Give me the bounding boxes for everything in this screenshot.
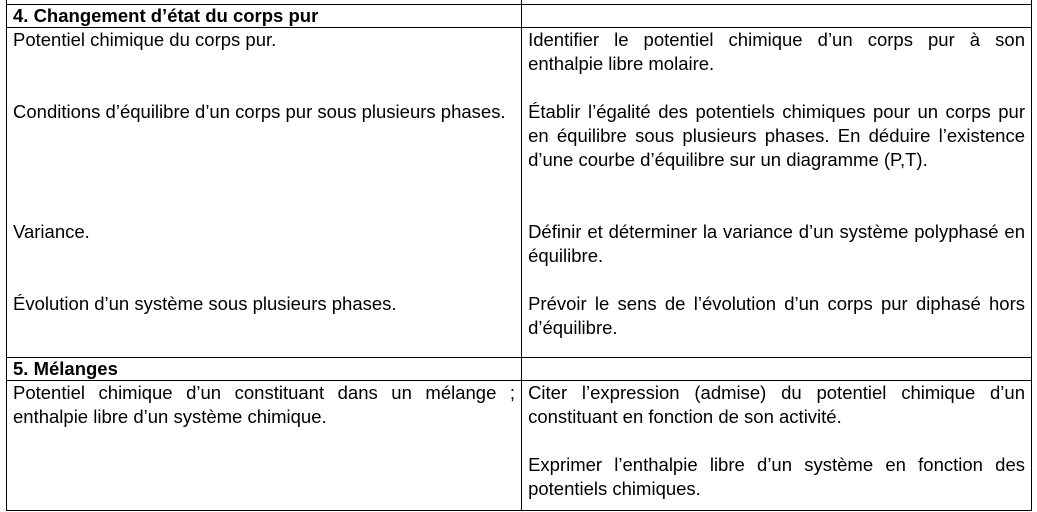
table-row (7, 381, 1032, 511)
section-header-empty-cell (522, 5, 1032, 28)
notions-cell (7, 381, 522, 511)
programme-table (6, 0, 1032, 511)
table-row (7, 28, 1032, 358)
notion-text: Potentiel chimique d’un constituant dans un mélange ; enthalpie libre d’un système chimique. (13, 382, 516, 427)
capacite-text: Établir l’égalité des potentiels chimiques pour un corps pur en équilibre sous plusieurs phases. En déduire l’existence d’une courbe d’équilibre sur un diagramme (P,T). (528, 101, 1025, 170)
capacite-text: Définir et déterminer la variance d’un système polyphasé en équilibre. (528, 221, 1025, 266)
capacite-text: Prévoir le sens de l’évolution d’un corps pur diphasé hors d’équilibre. (528, 293, 1025, 338)
section-title: 4. Changement d’état du corps pur (7, 5, 522, 28)
notion-text: Conditions d’équilibre d’un corps pur sous plusieurs phases. (13, 101, 506, 122)
notions-cell (7, 28, 522, 358)
section-header-row (7, 5, 1032, 28)
notion-text: Potentiel chimique du corps pur. (13, 29, 277, 50)
section-header-empty-cell (522, 358, 1032, 381)
capacite-text: Citer l’expression (admise) du potentiel chimique d’un constituant en fonction de son activité. (528, 382, 1025, 427)
capacites-cell (522, 28, 1032, 358)
section-title: 5. Mélanges (7, 358, 522, 381)
notion-text: Évolution d’un système sous plusieurs phases. (13, 293, 397, 314)
notion-text: Variance. (13, 221, 90, 242)
section-header-row (7, 358, 1032, 381)
capacites-cell (522, 381, 1032, 511)
capacite-text: Identifier le potentiel chimique d’un corps pur à son enthalpie libre molaire. (528, 29, 1025, 74)
capacite-text: Exprimer l’enthalpie libre d’un système en fonction des potentiels chimiques. (528, 454, 1025, 499)
